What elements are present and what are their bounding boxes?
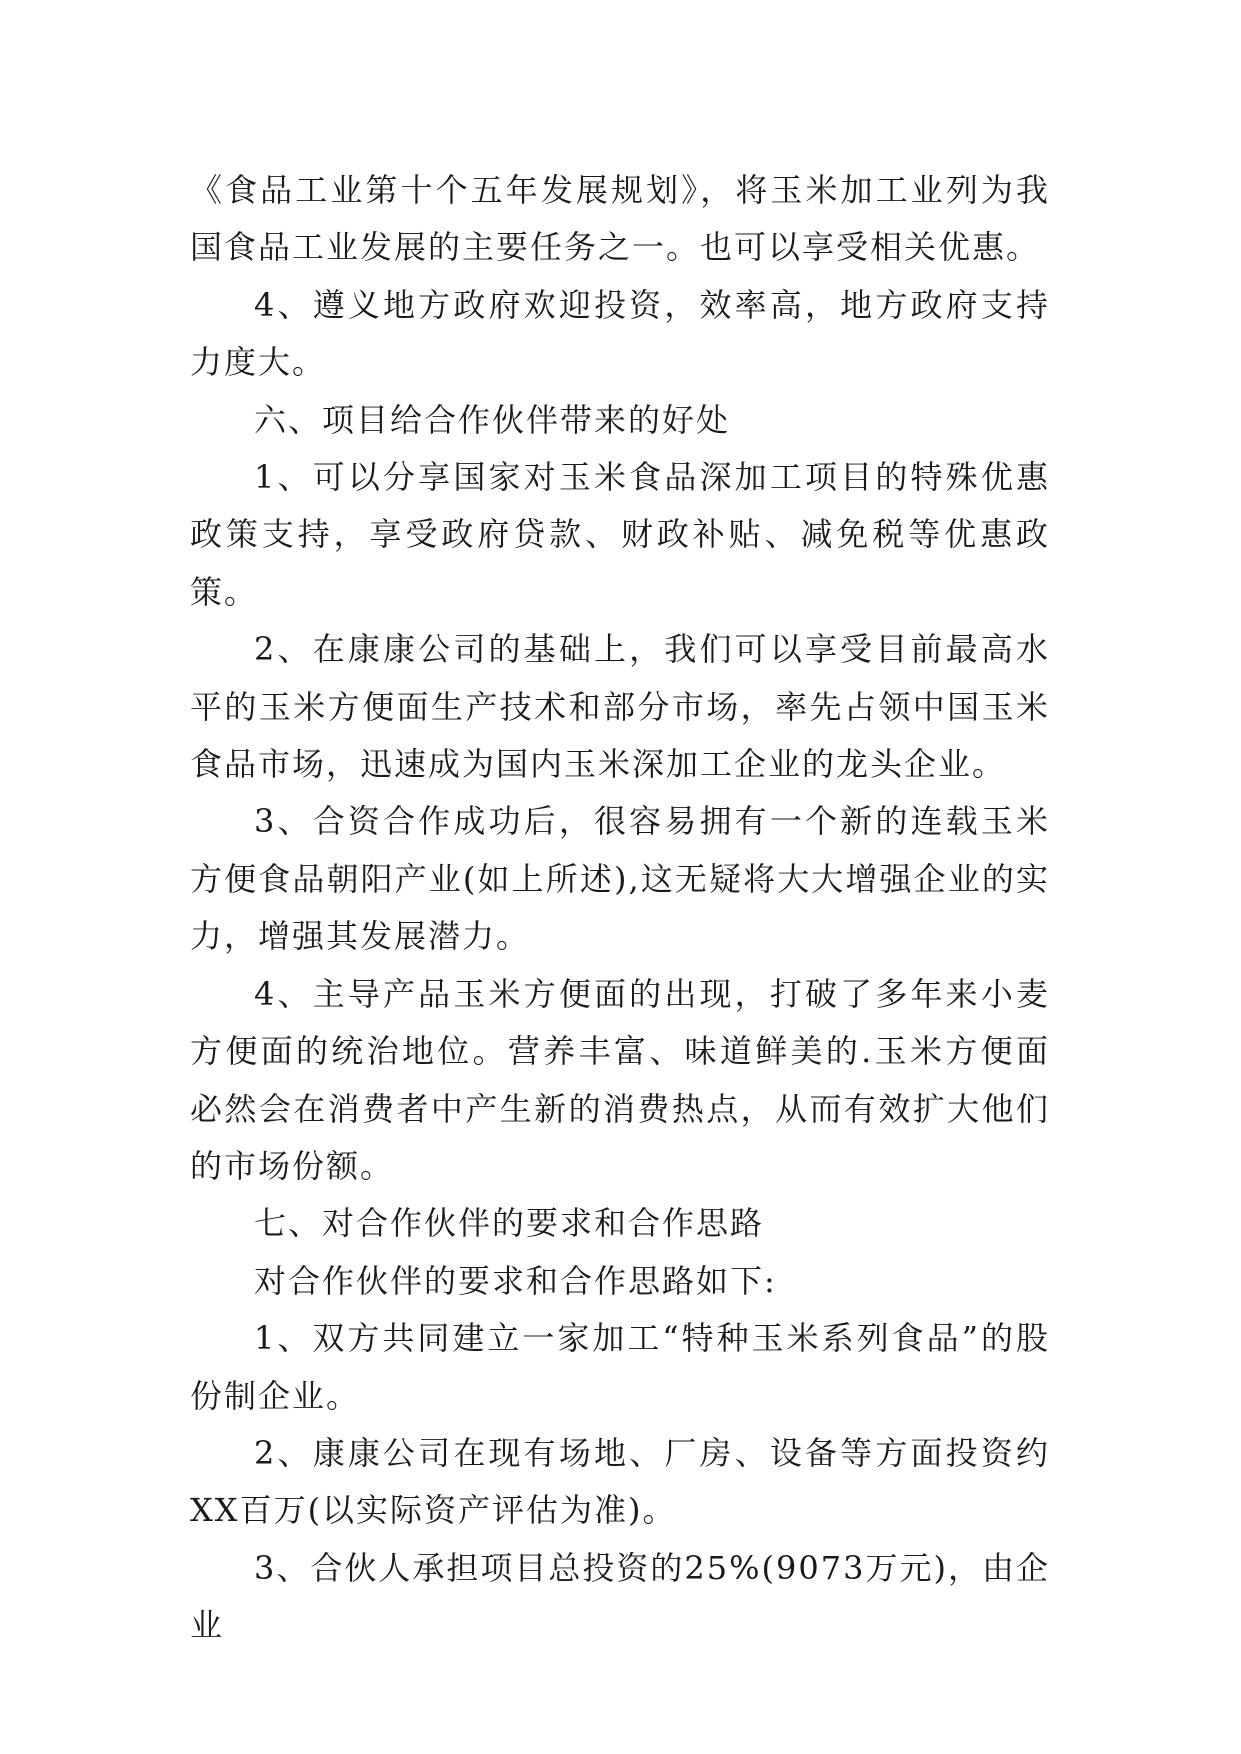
paragraph-benefit-1: 1、可以分享国家对玉米食品深加工项目的特殊优惠政策支持，享受政府贷款、财政补贴、减免税等优惠政策。 — [190, 458, 1050, 611]
section-heading-partner-benefits: 六、项目给合作伙伴带来的好处 — [254, 400, 731, 439]
paragraph-local-government: 4、遵义地方政府欢迎投资，效率高，地方政府支持力度大。 — [190, 285, 1050, 382]
paragraph-requirement-2: 2、康康公司在现有场地、厂房、设备等方面投资约XX百万(以实际资产评估为准)。 — [190, 1433, 1050, 1530]
paragraph-policy-continuation: 《食品工业第十个五年发展规划》，将玉米加工业列为我国食品工业发展的主要任务之一。也可以享受相关优惠。 — [190, 171, 1050, 267]
paragraph-benefit-3: 3、合资合作成功后，很容易拥有一个新的连载玉米方便食品朝阳产业(如上所述),这无疑将大大增强企业的实力，增强其发展潜力。 — [190, 802, 1050, 956]
paragraph-benefit-4: 4、主导产品玉米方便面的出现，打破了多年来小麦方便面的统治地位。营养丰富、味道鲜美的.玉米方便面必然会在消费者中产生新的消费热点，从而有效扩大他们的市场份额。 — [190, 974, 1050, 1185]
paragraph-benefit-2: 2、在康康公司的基础上，我们可以享受目前最高水平的玉米方便面生产技术和部分市场，率先占领中国玉米食品市场，迅速成为国内玉米深加工企业的龙头企业。 — [190, 630, 1050, 784]
section-heading-partner-requirements: 七、对合作伙伴的要求和合作思路 — [254, 1204, 765, 1243]
document-body — [190, 162, 1050, 1655]
paragraph-requirement-1: 1、双方共同建立一家加工“特种玉米系列食品”的股份制企业。 — [190, 1319, 1050, 1415]
paragraph-requirement-3: 3、合伙人承担项目总投资的25%(9073万元)，由企业 — [190, 1548, 1050, 1645]
paragraph-requirements-intro: 对合作伙伴的要求和合作思路如下: — [254, 1261, 777, 1300]
